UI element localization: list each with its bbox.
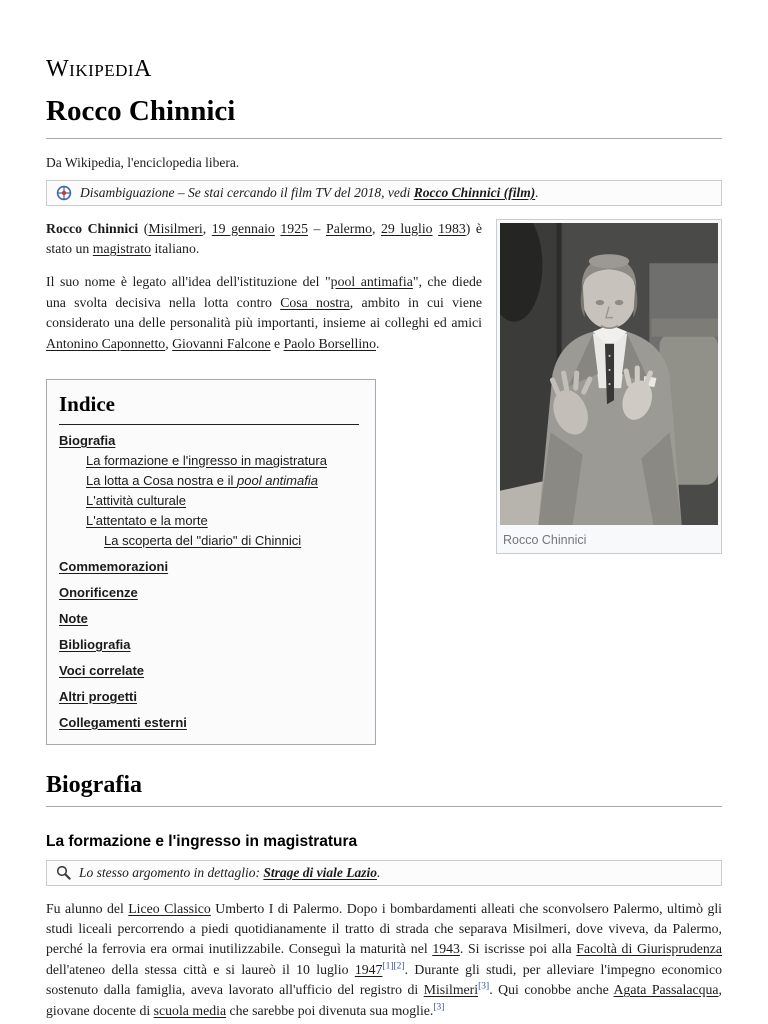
wiki-link[interactable]: Cosa nostra	[280, 294, 350, 310]
wiki-link[interactable]: Misilmeri	[148, 220, 203, 236]
toc-item	[59, 715, 359, 730]
wiki-link[interactable]: Misilmeri	[423, 982, 479, 998]
portrait-photo[interactable]	[500, 223, 718, 525]
toc-item	[59, 637, 359, 652]
magnifier-icon	[56, 865, 71, 880]
article-body	[46, 219, 722, 745]
wiki-link[interactable]: Facoltà di Giurisprudenza	[576, 941, 722, 957]
wiki-link[interactable]: Rocco Chinnici (film)	[413, 185, 536, 200]
toc-item	[59, 559, 359, 574]
disambiguation-text: Disambiguazione – Se stai cercando il film TV del 2018, vedi Rocco Chinnici (film).	[80, 185, 539, 200]
toc-link[interactable]: Bibliografia	[59, 636, 131, 652]
wiki-link[interactable]: 1983	[438, 220, 466, 236]
disambiguation-note	[46, 180, 722, 206]
table-of-contents	[46, 379, 376, 745]
toc-item	[59, 473, 359, 488]
wiki-link[interactable]: scuola media	[153, 1002, 227, 1018]
reference-link[interactable]: [3]	[478, 981, 490, 992]
see-also-text: Lo stesso argomento in dettaglio: Strage di viale Lazio.	[79, 864, 381, 880]
reference-link[interactable]: [1]	[382, 961, 394, 972]
wiki-link[interactable]: Paolo Borsellino	[283, 335, 376, 351]
portrait-caption: Rocco Chinnici	[503, 532, 587, 547]
wiki-link[interactable]: Giovanni Falcone	[172, 335, 271, 351]
toc-item	[59, 513, 359, 528]
wiki-link[interactable]: pool antimafia	[330, 274, 413, 290]
wiki-link[interactable]: Strage di viale Lazio	[263, 864, 377, 880]
toc-item	[59, 533, 359, 548]
toc-link[interactable]: Altri progetti	[59, 688, 137, 704]
intro-paragraph-1: Rocco Chinnici (Misilmeri, 19 gennaio 1925 – Palermo, 29 luglio 1983) è stato un magistrato italiano.	[46, 220, 483, 256]
toc-item	[59, 433, 359, 448]
toc-item	[59, 689, 359, 704]
toc-link[interactable]: L'attività culturale	[86, 492, 187, 508]
toc-link[interactable]: Commemorazioni	[59, 558, 169, 574]
wiki-link[interactable]: 29 luglio	[381, 220, 433, 236]
disambiguation-icon	[56, 185, 72, 201]
toc-item	[59, 611, 359, 626]
formazione-paragraph-1: Fu alunno del Liceo Classico Umberto I di Palermo. Dopo i bombardamenti alleati che sconvolsero Palermo, ultimò gli studi liceali percorrendo a piedi quotidianamente il tratto di strada che separava Misilmeri, dove viveva, da Palermo, perché la ferrovia era ormai inutilizzabile. Conseguì la maturità nel 1943. Si iscrisse poi alla Facoltà di Giurisprudenza dell'ateneo della stessa città e si laureò il 10 luglio 1947[1][2]. Durante gli studi, per alleviare l'impegno economico sostenuto dalla famiglia, aveva lavorato all'ufficio del registro di Misilmeri[3]. Qui conobbe anche Agata Passalacqua, giovane docente di scuola media che sarebbe poi divenuta sua moglie.[3]	[46, 900, 723, 1018]
wiki-link[interactable]: Agata Passalacqua	[613, 982, 719, 998]
wiki-link[interactable]: Liceo Classico	[128, 900, 211, 916]
subsection-heading-formazione: La formazione e l'ingresso in magistratura	[46, 832, 358, 850]
reference-link[interactable]: [3]	[433, 1001, 445, 1012]
wiki-link[interactable]: 19 gennaio	[211, 220, 275, 236]
toc-list	[59, 433, 359, 730]
wiki-link[interactable]: Palermo	[326, 220, 372, 236]
toc-item	[59, 493, 359, 508]
toc-item	[59, 453, 359, 468]
toc-item	[59, 663, 359, 678]
toc-link[interactable]: La scoperta del "diario" di Chinnici	[104, 532, 302, 548]
section-heading-biografia: Biografia	[46, 772, 722, 807]
wikipedia-wordmark: WikipediA	[46, 56, 152, 82]
toc-link[interactable]: L'attentato e la morte	[86, 512, 208, 528]
wiki-link[interactable]: 1925	[280, 220, 308, 236]
toc-link[interactable]: Voci correlate	[59, 662, 145, 678]
site-tagline: Da Wikipedia, l'enciclopedia libera.	[46, 155, 240, 170]
intro-paragraph-2: Il suo nome è legato all'idea dell'istituzione del "pool antimafia", che diede una svolta decisiva nella lotta contro Cosa nostra, ambito in cui viene considerato una delle personalità più importanti, insieme ai colleghi ed amici Antonino Caponnetto, Giovanni Falcone e Paolo Borsellino.	[46, 274, 483, 351]
toc-link[interactable]: Biografia	[59, 432, 116, 448]
toc-link[interactable]: La lotta a Cosa nostra e il pool antimafia	[86, 472, 318, 488]
toc-link[interactable]: La formazione e l'ingresso in magistratura	[86, 452, 327, 468]
toc-link[interactable]: Onorificenze	[59, 584, 138, 600]
reference-link[interactable]: [2]	[393, 961, 405, 972]
wiki-link[interactable]: Antonino Caponnetto	[46, 335, 166, 351]
toc-link[interactable]: Note	[59, 610, 88, 626]
toc-item	[59, 585, 359, 600]
see-also-note	[46, 860, 722, 886]
page-title: Rocco Chinnici	[46, 95, 722, 139]
portrait-figure	[496, 219, 722, 554]
wiki-link[interactable]: magistrato	[92, 240, 152, 256]
toc-link[interactable]: Collegamenti esterni	[59, 714, 187, 730]
wiki-link[interactable]: 1947	[354, 961, 383, 977]
wiki-link[interactable]: 1943	[432, 941, 460, 957]
toc-title: Indice	[59, 392, 359, 425]
